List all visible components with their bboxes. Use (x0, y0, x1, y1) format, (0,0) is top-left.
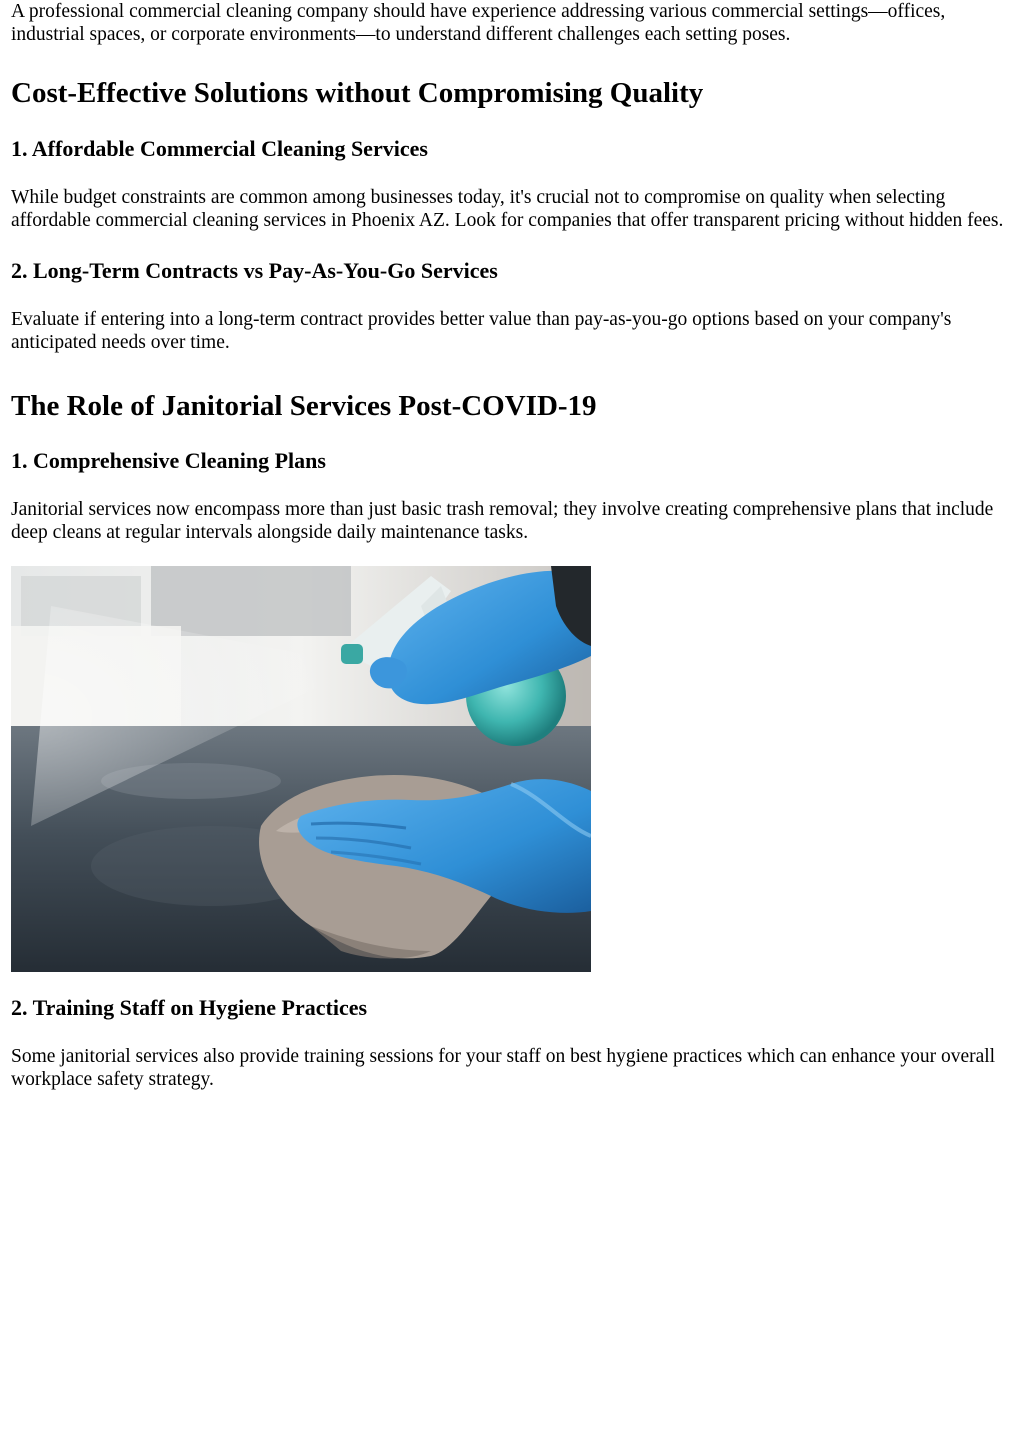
section-heading-cost-effective: Cost-Effective Solutions without Compromising Quality (11, 77, 704, 109)
article (11, 0, 1011, 1091)
cleaning-photo (11, 566, 591, 972)
paragraph-affordable-services: While budget constraints are common among businesses today, it's crucial not to compromise on quality when selecting affordable commercial cleaning services in Phoenix AZ. Look for companies that offer transparent pricing without hidden fees. (11, 187, 1004, 231)
paragraph-staff-training: Some janitorial services also provide training sessions for your staff on best hygiene practices which can enhance your overall workplace safety strategy. (11, 1046, 996, 1090)
intro-paragraph: A professional commercial cleaning company should have experience addressing various commercial settings—offices, industrial spaces, or corporate environments—to understand different challenges each setting poses. (11, 1, 946, 45)
subheading-affordable-services: 1. Affordable Commercial Cleaning Services (11, 136, 428, 161)
paragraph-cleaning-plans: Janitorial services now encompass more than just basic trash removal; they involve creating comprehensive plans that include deep cleans at regular intervals alongside daily maintenance tasks. (11, 499, 994, 543)
section-heading-janitorial-role: The Role of Janitorial Services Post-COVID-19 (11, 390, 597, 422)
cleaning-photo-illustration (11, 566, 591, 972)
subheading-cleaning-plans: 1. Comprehensive Cleaning Plans (11, 448, 326, 473)
paragraph-contracts: Evaluate if entering into a long-term contract provides better value than pay-as-you-go options based on your company's anticipated needs over time. (11, 309, 952, 353)
subheading-contracts: 2. Long-Term Contracts vs Pay-As-You-Go Services (11, 258, 498, 283)
subheading-staff-training: 2. Training Staff on Hygiene Practices (11, 995, 368, 1020)
